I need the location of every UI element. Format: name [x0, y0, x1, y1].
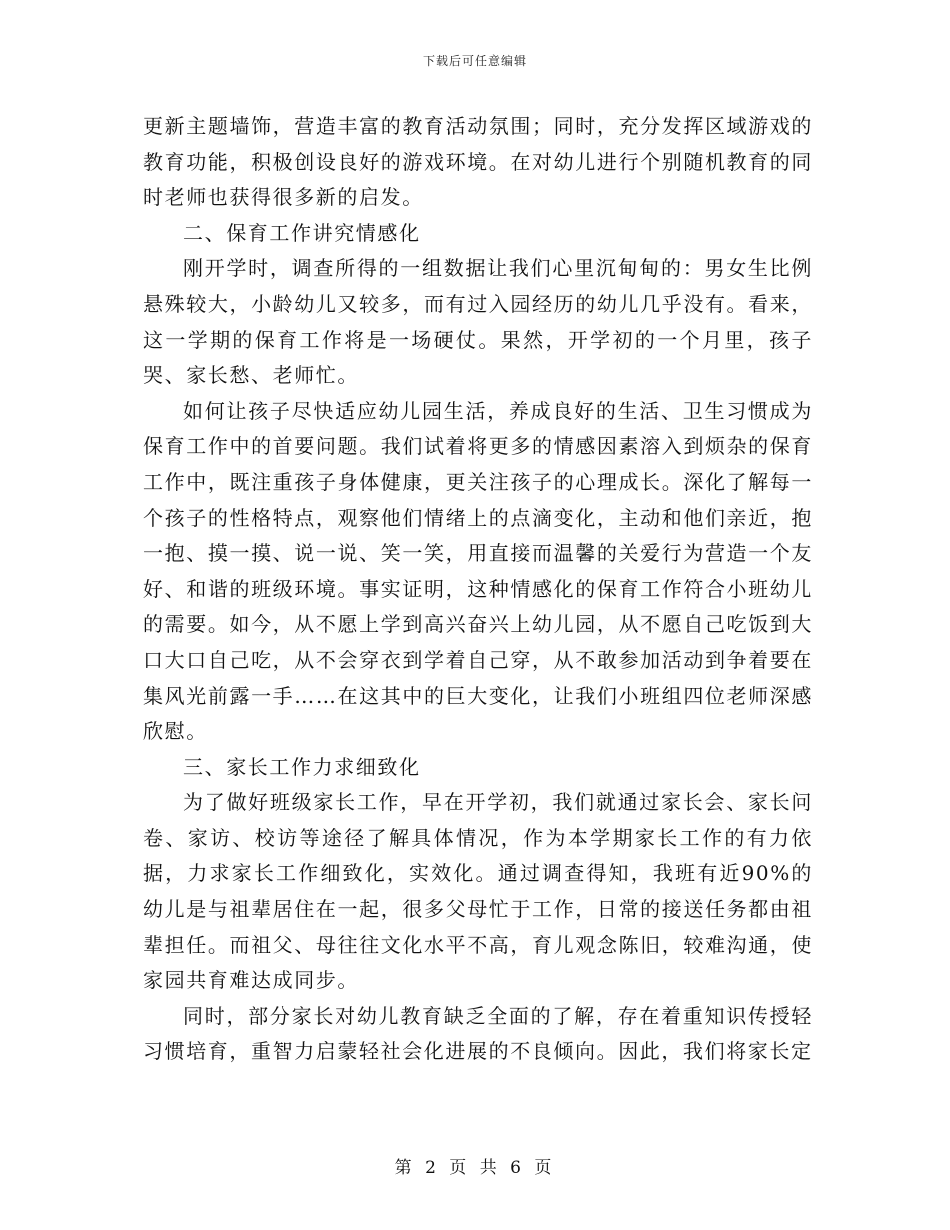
document-body [143, 109, 813, 1070]
page-header: 下载后可任意编辑 [422, 54, 527, 68]
paragraph-care-survey: 刚开学时，调查所得的一组数据让我们心里沉甸甸的：男女生比例悬殊较大，小龄幼儿又较多，而有过入园经历的幼儿几乎没有。看来，这一学期的保育工作将是一场硬仗。果然，开学初的一个月里，孩子哭、家长愁、老师忙。 [143, 256, 813, 388]
paragraph-parent-survey: 为了做好班级家长工作，早在开学初，我们就通过家长会、家长问卷、家访、校访等途径了解具体情况，作为本学期家长工作的有力依据，力求家长工作细致化，实效化。通过调查得知，我班有近90%的幼儿是与祖辈居住在一起，很多父母忙于工作，日常的接送任务都由祖辈担任。而祖父、母往往文化水平不高，育儿观念陈旧，较难沟通，使家园共育难达成同步。 [143, 790, 813, 993]
page-number-footer: 第 2 页 共 6 页 [394, 1158, 556, 1178]
paragraph-intro-continuation: 更新主题墙饰，营造丰富的教育活动氛围；同时，充分发挥区域游戏的教育功能，积极创设良好的游戏环境。在对幼儿进行个别随机教育的同时老师也获得很多新的启发。 [143, 114, 813, 210]
paragraph-care-emotion: 如何让孩子尽快适应幼儿园生活，养成良好的生活、卫生习惯成为保育工作中的首要问题。我们试着将更多的情感因素溶入到烦杂的保育工作中，既注重孩子身体健康，更关注孩子的心理成长。深化了解每一个孩子的性格特点，观察他们情绪上的点滴变化，主动和他们亲近，抱一抱、摸一摸、说一说、笑一笑，用直接而温馨的关爱行为营造一个友好、和谐的班级环境。事实证明，这种情感化的保育工作符合小班幼儿的需要。如今，从不愿上学到高兴奋兴上幼儿园，从不愿自己吃饭到大口大口自己吃，从不会穿衣到学着自己穿，从不敢参加活动到争着要在集风光前露一手……在这其中的巨大变化，让我们小班组四位老师深感欣慰。 [143, 398, 813, 744]
section-heading-parent-work: 三、家长工作力求细致化 [183, 754, 421, 779]
paragraph-parent-education: 同时，部分家长对幼儿教育缺乏全面的了解，存在着重知识传授轻习惯培育，重智力启蒙轻社会化进展的不良倾向。因此，我们将家长定 [143, 1003, 813, 1064]
section-heading-care-work: 二、保育工作讲究情感化 [183, 220, 421, 245]
